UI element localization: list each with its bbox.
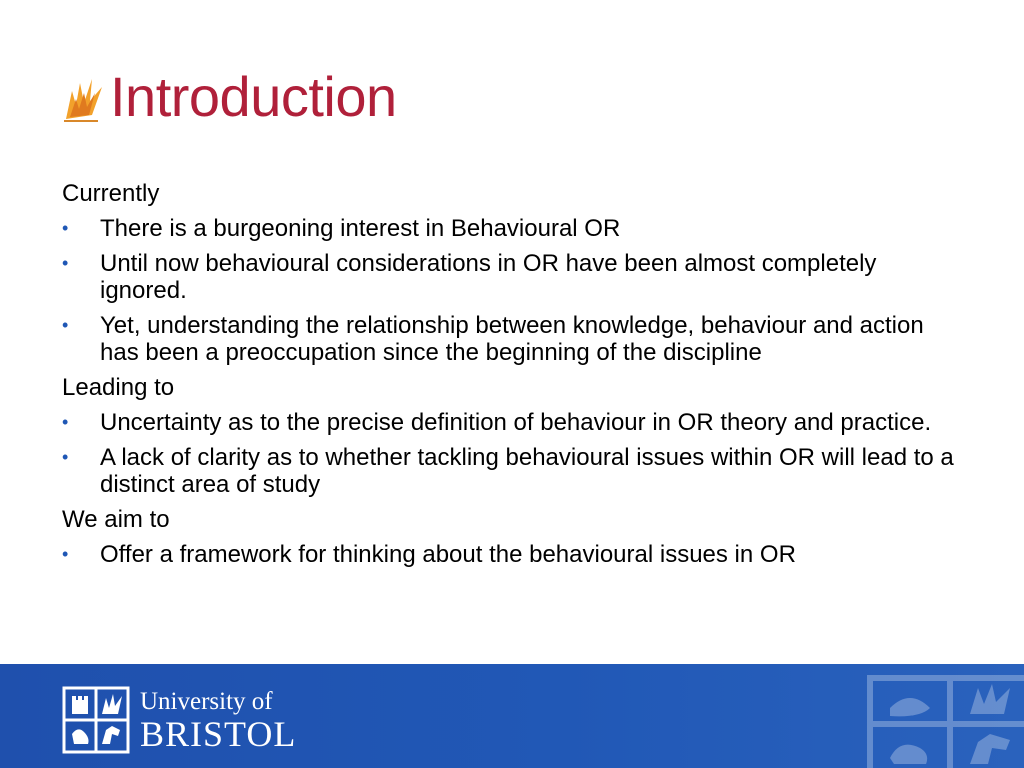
crest-watermark-icon (860, 668, 1024, 768)
section-heading: Currently (62, 180, 160, 207)
bullet-item (62, 444, 962, 498)
bullet-marker: • (62, 412, 69, 432)
slide-content (62, 180, 962, 576)
bullet-list (62, 409, 962, 498)
section-leading-to (62, 374, 962, 498)
bullet-marker: • (62, 544, 69, 564)
bullet-text: A lack of clarity as to whether tackling behavioural issues within OR will lead to a distinct area of study (100, 444, 954, 498)
section-heading: Leading to (62, 374, 175, 401)
bullet-item (62, 541, 962, 568)
section-we-aim-to (62, 506, 962, 568)
bullet-text: Until now behavioural considerations in OR have been almost completely ignored. (100, 250, 877, 304)
bullet-text: Uncertainty as to the precise definition of behaviour in OR theory and practice. (100, 409, 932, 436)
section-currently (62, 180, 962, 366)
bullet-list (62, 541, 962, 568)
bullet-marker: • (62, 253, 69, 273)
footer-bar (0, 664, 1024, 768)
bullet-item (62, 312, 962, 366)
bullet-text: Offer a framework for thinking about the behavioural issues in OR (100, 541, 796, 568)
bullet-item (62, 409, 962, 436)
bullet-item (62, 250, 962, 304)
university-logo (62, 680, 306, 760)
flame-icon (62, 71, 106, 123)
slide-title: Introduction (110, 65, 397, 128)
bullet-text: There is a burgeoning interest in Behavioural OR (100, 215, 621, 242)
title-row (62, 62, 397, 132)
university-crest-icon (62, 686, 130, 754)
section-heading: We aim to (62, 506, 170, 533)
bullet-marker: • (62, 218, 69, 238)
logo-line-1: University of (140, 688, 273, 715)
bullet-list (62, 215, 962, 366)
logo-text (140, 688, 296, 752)
bullet-item (62, 215, 962, 242)
logo-line-2: BRISTOL (140, 714, 297, 754)
bullet-marker: • (62, 315, 69, 335)
bullet-marker: • (62, 447, 69, 467)
bullet-text: Yet, understanding the relationship between knowledge, behaviour and action has been a preoccupation since the beginning of the discipline (100, 312, 924, 366)
